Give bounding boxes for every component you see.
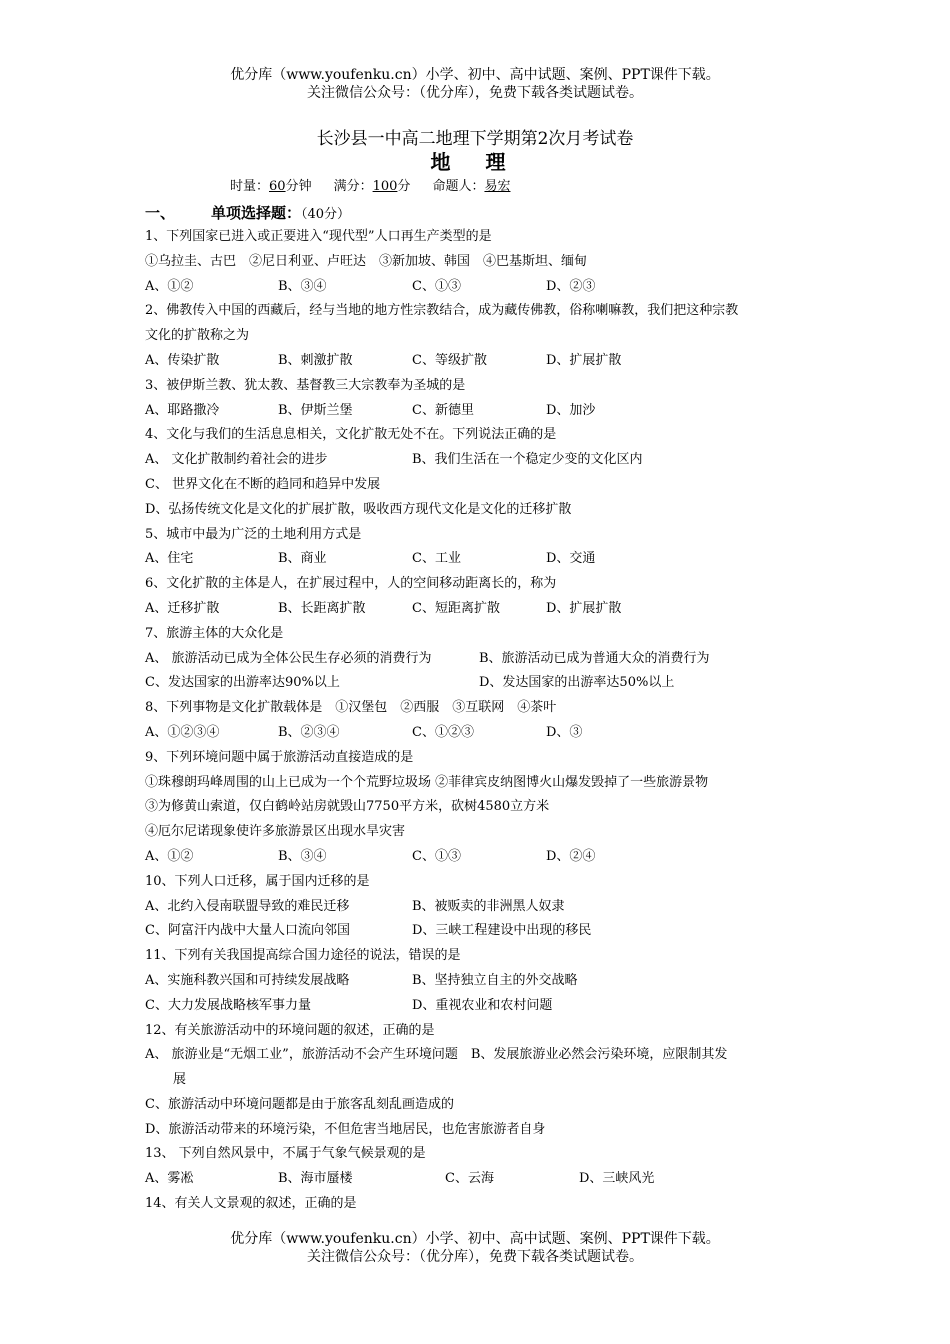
header-line-2: 关注微信公众号：（优分库），免费下载各类试题试卷。 [307, 85, 643, 101]
question-stem: 4、文化与我们的生活息息相关，文化扩散无处不在。下列说法正确的是 [145, 427, 557, 443]
option-d: D、旅游活动带来的环境污染，不但危害当地居民，也危害旅游者自身 [145, 1121, 546, 1137]
question-stem: 1、下列国家已进入或正要进入“现代型”人口再生产类型的是 [145, 229, 492, 244]
option-c: C、①②③ [412, 724, 474, 740]
option-b: B、③④ [278, 848, 327, 864]
question-stem: 11、下列有关我国提高综合国力途径的说法，错误的是 [145, 948, 461, 964]
time-label: 时量： [230, 179, 270, 194]
option-b: B、②③④ [278, 724, 340, 740]
option-a: A、耶路撒冷 [145, 402, 220, 418]
section-heading [145, 203, 350, 225]
option-b: B、商业 [278, 551, 327, 567]
option-c: C、等级扩散 [412, 352, 487, 368]
option-b-continued: 展 [173, 1072, 187, 1088]
option-b: B、旅游活动已成为普通大众的消费行为 [479, 650, 710, 666]
option-d: D、交通 [546, 551, 596, 567]
option-d: D、扩展扩散 [546, 600, 622, 616]
question-stem-continued: 文化的扩散称之为 [145, 328, 250, 344]
option-d: D、加沙 [546, 402, 596, 418]
option-row [145, 994, 820, 1019]
author-value: 易宏 [484, 179, 511, 194]
footer-line-2: 关注微信公众号：（优分库），免费下载各类试题试卷。 [307, 1249, 643, 1265]
option-b: B、③④ [278, 278, 327, 294]
option-row [145, 597, 820, 622]
option-c: C、工业 [412, 551, 461, 567]
option-c: C、发达国家的出游率达90%以上 [145, 675, 340, 691]
option-c: C、①③ [412, 278, 461, 294]
option-b: B、被贩卖的非洲黑人奴隶 [412, 898, 565, 914]
section-title: 单项选择题： [211, 204, 302, 222]
score-unit: 分 [397, 179, 411, 194]
option-b: B、刺激扩散 [278, 352, 353, 368]
question-stem: 6、文化扩散的主体是人，在扩展过程中，人的空间移动距离长的，称为 [145, 576, 557, 592]
option-d: D、重视农业和农村问题 [412, 997, 553, 1013]
option-b: B、坚持独立自主的外交战略 [412, 972, 578, 988]
section-number: 一、 [145, 204, 176, 222]
option-c: C、大力发展战略核军事力量 [145, 997, 311, 1013]
exam-meta [230, 178, 510, 196]
exam-title: 长沙县一中高二地理下学期第2次月考试卷 [316, 129, 634, 149]
question-items: ①乌拉圭、古巴 ②尼日利亚、卢旺达 ③新加坡、韩国 ④巴基斯坦、缅甸 [145, 253, 588, 269]
page-header [0, 66, 950, 102]
page-footer [0, 1230, 950, 1266]
question-stem: 14、有关人文景观的叙述，正确的是 [145, 1196, 357, 1212]
option-c: C、短距离扩散 [412, 600, 500, 616]
time-value: 60 [269, 179, 286, 194]
option-c: C、 世界文化在不断的趋同和趋异中发展 [145, 476, 381, 492]
option-b: B、我们生活在一个稳定少变的文化区内 [412, 452, 643, 468]
option-d: D、③ [546, 724, 583, 740]
option-c: C、阿富汗内战中大量人口流向邻国 [145, 923, 350, 939]
option-d: D、②③ [546, 278, 596, 294]
option-row [145, 399, 820, 424]
option-row [145, 895, 820, 920]
question-item: ③为修黄山索道，仅白鹤岭站房就毁山7750平方米，砍树4580立方米 [145, 799, 550, 815]
time-unit: 分钟 [285, 179, 312, 194]
option-d: D、三峡风光 [579, 1171, 655, 1187]
option-row [145, 969, 820, 994]
option-a: A、①② [145, 278, 194, 294]
question-list [145, 225, 820, 1217]
option-b: B、海市蜃楼 [278, 1171, 353, 1187]
option-row [145, 349, 820, 374]
question-stem: 10、下列人口迁移，属于国内迁移的是 [145, 873, 370, 889]
question-stem: 3、被伊斯兰教、犹太教、基督教三大宗教奉为圣城的是 [145, 377, 466, 393]
option-row [145, 275, 820, 300]
option-c: C、①③ [412, 848, 461, 864]
option-a: A、传染扩散 [145, 352, 220, 368]
option-a: A、 文化扩散制约着社会的进步 [145, 452, 328, 468]
question-stem: 12、有关旅游活动中的环境问题的叙述，正确的是 [145, 1022, 435, 1038]
option-a: A、迁移扩散 [145, 600, 220, 616]
option-row [145, 845, 820, 870]
score-label: 满分： [333, 179, 373, 194]
section-score: （40分） [301, 207, 351, 222]
author-label: 命题人： [432, 179, 485, 194]
question-stem: 13、 下列自然风景中，不属于气象气候景观的是 [145, 1146, 426, 1162]
option-row [145, 647, 820, 672]
option-c: C、云海 [445, 1171, 494, 1187]
option-a-b: A、 旅游业是“无烟工业”，旅游活动不会产生环境问题 B、发展旅游业必然会污染环境，应限制其发 [145, 1047, 728, 1063]
question-stem: 5、城市中最为广泛的土地利用方式是 [145, 526, 362, 542]
option-d: D、扩展扩散 [546, 352, 622, 368]
question-item: ④厄尔尼诺现象使许多旅游景区出现水旱灾害 [145, 824, 406, 840]
score-value: 100 [372, 179, 398, 194]
question-stem: 8、下列事物是文化扩散载体是 ①汉堡包 ②西服 ③互联网 ④茶叶 [145, 700, 557, 716]
option-a: A、①②③④ [145, 724, 220, 740]
option-a: A、住宅 [145, 551, 194, 567]
option-a: A、雾凇 [145, 1171, 194, 1187]
option-c: C、旅游活动中环境问题都是由于旅客乱刻乱画造成的 [145, 1096, 454, 1112]
question-stem: 9、下列环境问题中属于旅游活动直接造成的是 [145, 749, 414, 765]
option-b: B、伊斯兰堡 [278, 402, 353, 418]
option-a: A、①② [145, 848, 194, 864]
option-row [145, 721, 820, 746]
option-a: A、北约入侵南联盟导致的难民迁移 [145, 898, 350, 914]
option-d: D、三峡工程建设中出现的移民 [412, 923, 592, 939]
option-b: B、长距离扩散 [278, 600, 366, 616]
subject-title: 地 理 [430, 150, 520, 174]
option-row [145, 919, 820, 944]
question-stem: 7、旅游主体的大众化是 [145, 625, 284, 641]
footer-line-1: 优分库（www.youfenku.cn）小学、初中、高中试题、案例、PPT课件下载。 [230, 1231, 720, 1247]
option-row [145, 448, 820, 473]
option-row [145, 547, 820, 572]
question-item: ①珠穆朗玛峰周围的山上已成为一个个荒野垃圾场 ②菲律宾皮纳图博火山爆发毁掉了一些旅游景物 [145, 774, 709, 790]
option-a: A、 旅游活动已成为全体公民生存必须的消费行为 [145, 650, 432, 666]
question-stem: 2、佛教传入中国的西藏后，经与当地的地方性宗教结合，成为藏传佛教，俗称喇嘛教，我们把这种宗教 [145, 303, 739, 319]
header-line-1: 优分库（www.youfenku.cn）小学、初中、高中试题、案例、PPT课件下载。 [230, 67, 720, 83]
option-d: D、弘扬传统文化是文化的扩展扩散，吸收西方现代文化是文化的迁移扩散 [145, 501, 572, 517]
option-a: A、实施科教兴国和可持续发展战略 [145, 972, 350, 988]
option-d: D、②④ [546, 848, 596, 864]
option-row [145, 671, 820, 696]
option-d: D、发达国家的出游率达50%以上 [479, 675, 675, 691]
option-c: C、新德里 [412, 402, 474, 418]
option-row [145, 1167, 820, 1192]
